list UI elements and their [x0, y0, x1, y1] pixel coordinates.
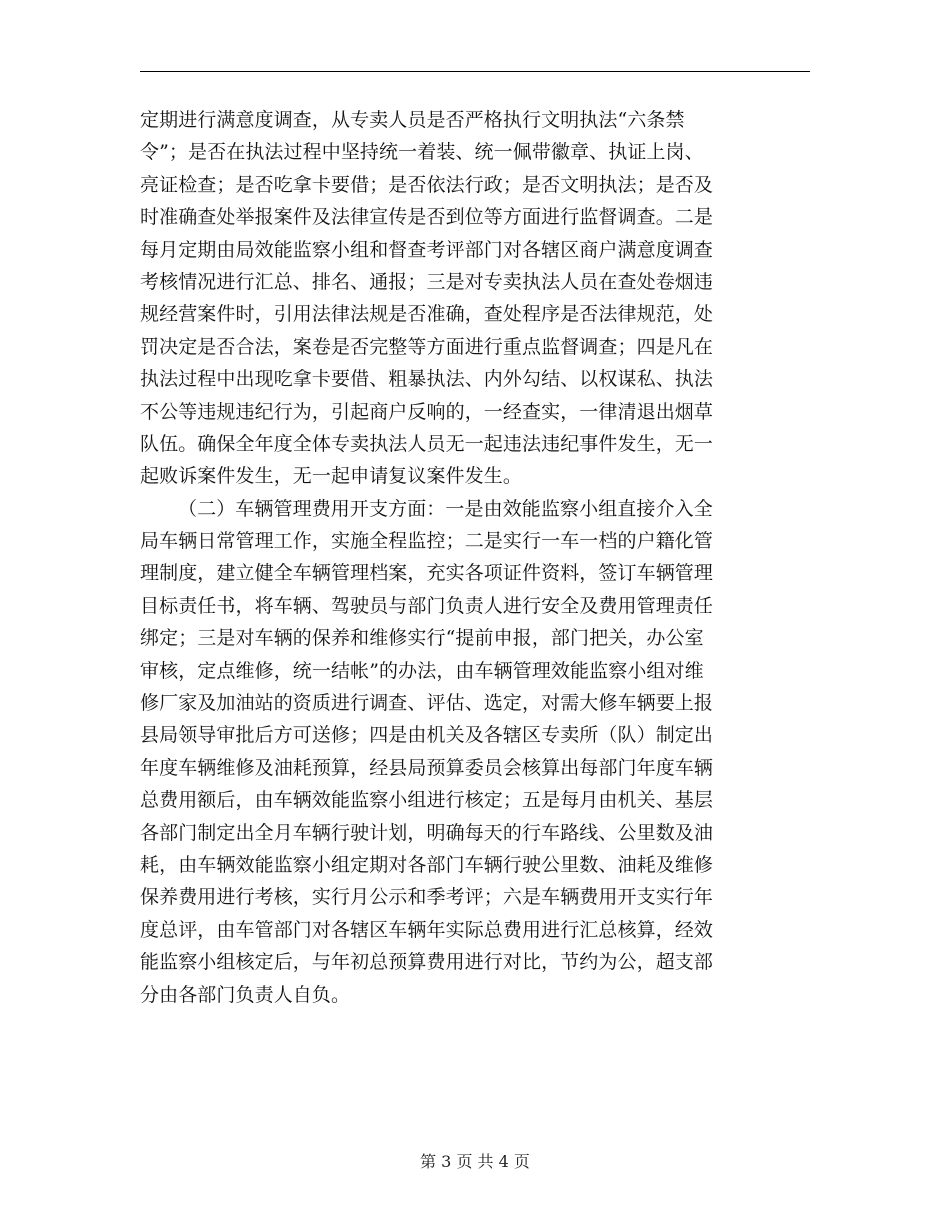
text-line: 时准确查处举报案件及法律宣传是否到位等方面进行监督调查。二是: [140, 206, 714, 229]
text-line: 修厂家及加油站的资质进行调查、评估、选定，对需大修车辆要上报: [140, 692, 714, 715]
page-number-footer: 第 3 页 共 4 页: [420, 1152, 530, 1171]
text-line: 能监察小组核定后，与年初总预算费用进行对比，节约为公，超支部: [140, 951, 714, 974]
text-line: 考核情况进行汇总、排名、通报；三是对专卖执法人员在查处卷烟违: [140, 270, 714, 293]
text-line: 不公等违规违纪行为，引起商户反响的，一经查实，一律清退出烟草: [140, 400, 714, 423]
text-line: 绑定；三是对车辆的保养和维修实行“提前申报，部门把关，办公室: [140, 627, 704, 650]
text-line: 耗，由车辆效能监察小组定期对各部门车辆行驶公里数、油耗及维修: [140, 853, 714, 876]
header-rule: [140, 71, 810, 72]
text-line: 罚决定是否合法，案卷是否完整等方面进行重点监督调查；四是凡在: [140, 335, 714, 358]
text-line: 度总评，由车管部门对各辖区车辆年实际总费用进行汇总核算，经效: [140, 918, 714, 941]
text-line: 局车辆日常管理工作，实施全程监控；二是实行一车一档的户籍化管: [140, 530, 714, 553]
text-line: 执法过程中出现吃拿卡要借、粗暴执法、内外勾结、以权谋私、执法: [140, 368, 714, 391]
text-line: 令”；是否在执法过程中坚持统一着装、统一佩带徽章、执证上岗、: [140, 141, 704, 164]
text-line: 理制度，建立健全车辆管理档案，充实各项证件资料，签订车辆管理: [140, 562, 714, 585]
text-line: 县局领导审批后方可送修；四是由机关及各辖区专卖所（队）制定出: [140, 724, 714, 747]
text-line: 规经营案件时，引用法律法规是否准确，查处程序是否法律规范，处: [140, 303, 714, 326]
text-line: 每月定期由局效能监察小组和督查考评部门对各辖区商户满意度调查: [140, 238, 714, 261]
document-body: [140, 104, 810, 1011]
text-line: 起败诉案件发生，无一起申请复议案件发生。: [140, 465, 523, 488]
text-line: 总费用额后，由车辆效能监察小组进行核定；五是每月由机关、基层: [140, 789, 714, 812]
text-line: 保养费用进行考核，实行月公示和季考评；六是车辆费用开支实行年: [140, 886, 714, 909]
text-line: 年度车辆维修及油耗预算，经县局预算委员会核算出每部门年度车辆: [140, 756, 714, 779]
text-line: 审核，定点维修，统一结帐”的办法，由车辆管理效能监察小组对维: [140, 659, 704, 682]
section-heading-line: （二）车辆管理费用开支方面：一是由效能监察小组直接介入全: [178, 497, 713, 520]
text-line: 定期进行满意度调查，从专卖人员是否严格执行文明执法“六条禁: [140, 109, 685, 131]
text-line: 亮证检查；是否吃拿卡要借；是否依法行政；是否文明执法；是否及: [140, 173, 714, 196]
text-line: 队伍。确保全年度全体专卖执法人员无一起违法违纪事件发生，无一: [140, 432, 714, 455]
text-line: 目标责任书，将车辆、驾驶员与部门负责人进行安全及费用管理责任: [140, 594, 714, 617]
text-line: 各部门制定出全月车辆行驶计划，明确每天的行车路线、公里数及油: [140, 821, 714, 844]
text-line: 分由各部门负责人自负。: [140, 983, 351, 1006]
